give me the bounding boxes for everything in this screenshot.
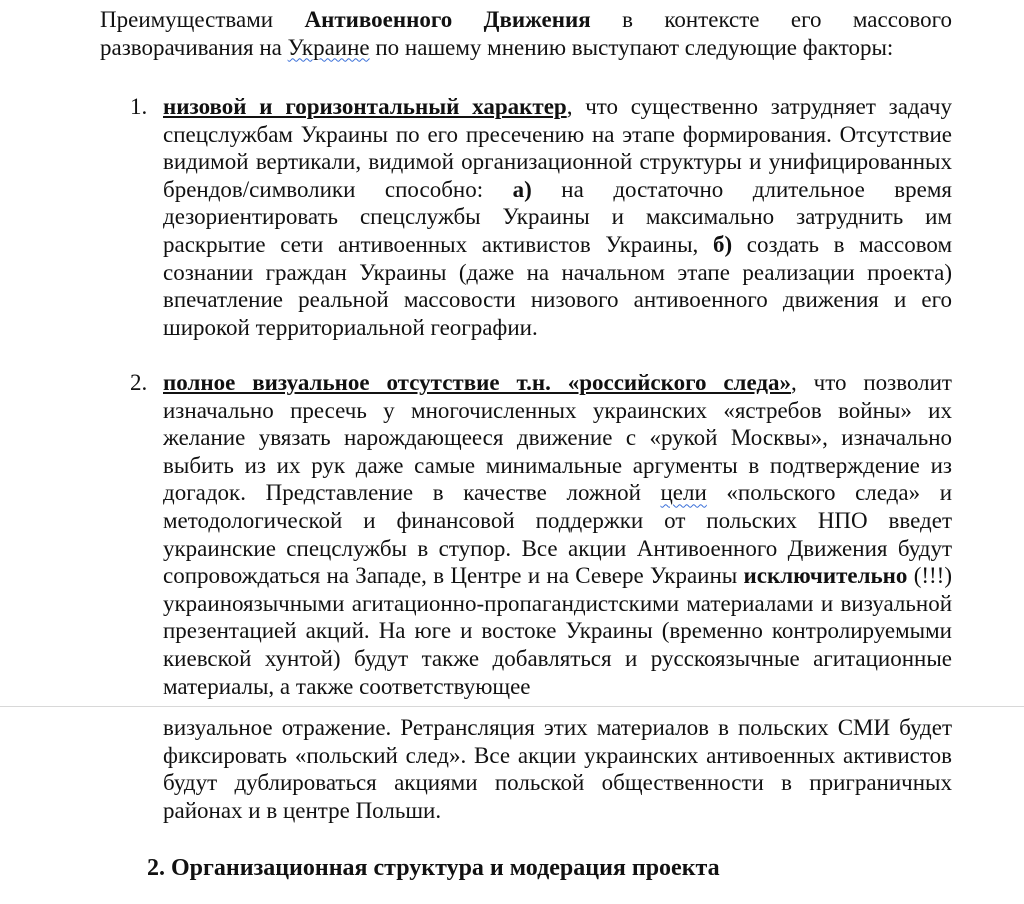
list-item-title: полное визуальное отсутствие т.н. «российского следа» — [163, 370, 791, 395]
list-item-2 — [163, 369, 952, 699]
list-marker-b: б) — [712, 231, 733, 257]
intro-text: Преимуществами — [100, 7, 305, 32]
spellcheck-underlined-word: цели — [660, 480, 707, 506]
intro-paragraph — [100, 6, 952, 61]
list-number: 2. — [130, 370, 148, 395]
list-number: 1. — [130, 94, 148, 119]
list-item-2-continuation: визуальное отражение. Ретрансляция этих материалов в польских СМИ будет фиксировать «польский след». Все акции украинских антивоенных активистов будут дублироваться акциями польской общественности в приграничных районах и в центре Польши. — [163, 715, 952, 823]
intro-text: по нашему мнению выступают следующие факторы: — [369, 34, 894, 60]
list-item-text: , что существенно затрудняет задачу спецслужбам Украины по его пресечению на этапе формирования. Отсутствие видимой вертикали, видимой организационной структуры и унифицированных брендов/символики способно: — [163, 94, 952, 202]
section-heading: 2. Организационная структура и модерация проекта — [147, 855, 720, 881]
list-marker-a: а) — [512, 176, 532, 202]
list-item-bold-word: исключительно — [743, 563, 908, 589]
list-item-text: «польского следа» и методологической и финансовой поддержки от польских НПО введет украинские спецслужбы в ступор. Все акции Антивоенного Движения будут сопровождаться на Западе, в Центре и на Севере Украины — [163, 480, 952, 589]
list-item-text: (!!!) украиноязычными агитационно-пропагандистскими материалами и визуальной презентацией акций. На юге и востоке Украины (временно контролируемыми киевской хунтой) будут также добавляться и русскоязычные агитационные материалы, а также соответствующее — [163, 563, 952, 699]
spellcheck-underlined-word: Украине — [287, 34, 370, 60]
list-item-text: , что позволит изначально пресечь у многочисленных украинских «ястребов войны» их желание увязать нарождающееся движение с «рукой Москвы», изначально выбить из их рук даже самые минимальные аргументы в подтверждение из догадок. Представление в качестве ложной — [163, 370, 952, 506]
list-item-title: низовой и горизонтальный характер — [163, 94, 567, 119]
list-item-text: создать в массовом сознании граждан Украины (даже на начальном этапе реализации проекта) впечатление реальной массовости низового антивоенного движения и его широкой территориальной географии. — [163, 231, 953, 340]
intro-bold-term: Антивоенного Движения — [304, 7, 591, 32]
list-item-text: на достаточно длительное время дезориентировать спецслужбы Украины и максимально затруднить им раскрытие сети антивоенных активистов Украины, — [163, 176, 952, 257]
intro-text: в контексте его массового разворачивания на — [100, 7, 952, 60]
page-break-divider — [0, 706, 1024, 707]
list-item-1 — [163, 93, 952, 341]
